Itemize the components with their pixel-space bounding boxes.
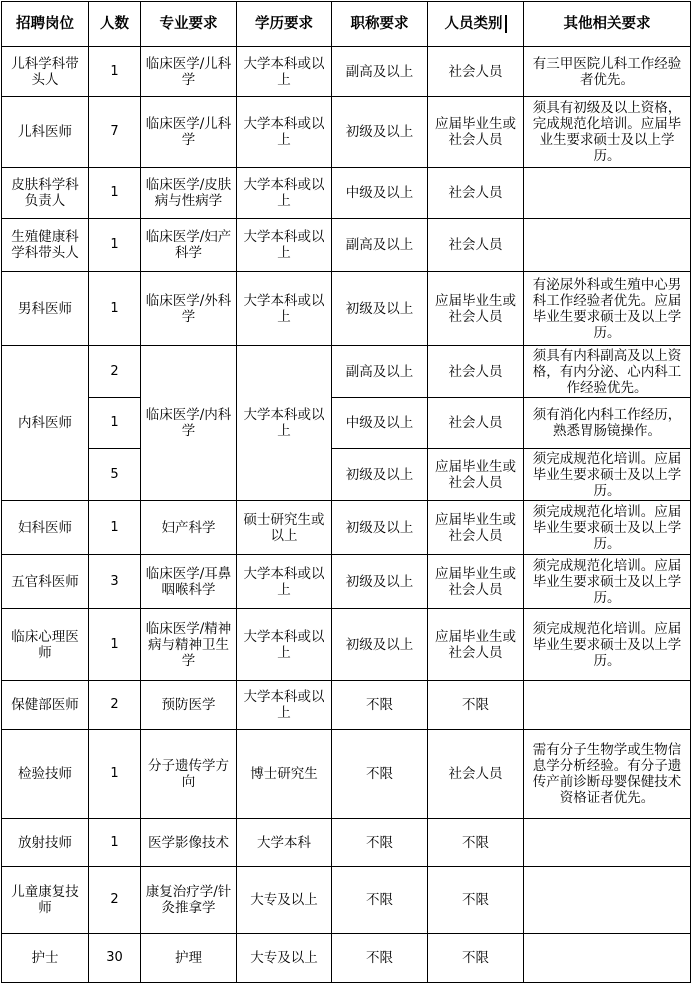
major-cell: 临床医学/儿科学 [141,47,237,97]
other-cell: 有三甲医院儿科工作经验者优先。 [524,47,691,97]
major-cell: 临床医学/精神病与精神卫生学 [141,609,237,681]
title-cell: 不限 [332,681,428,730]
education-cell: 大学本科或以上 [237,272,332,346]
major-cell: 临床医学/儿科学 [141,97,237,168]
major-cell: 护理 [141,934,237,983]
table-row [2,449,691,501]
other-cell [524,219,691,272]
table-row [2,346,691,398]
count-cell: 1 [89,730,141,819]
category-cell: 社会人员 [428,219,524,272]
position-cell: 内科医师 [2,346,89,501]
category-cell: 不限 [428,819,524,867]
category-cell: 社会人员 [428,168,524,219]
count-cell: 1 [89,272,141,346]
header-major: 专业要求 [141,2,237,47]
title-cell: 中级及以上 [332,398,428,449]
other-cell: 有泌尿外科或生殖中心男科工作经验者优先。应届毕业生要求硕士及以上学历。 [524,272,691,346]
other-cell [524,681,691,730]
table-row [2,219,691,272]
education-cell: 大学本科或以上 [237,555,332,609]
other-cell: 需有分子生物学或生物信息学分析经验。有分子遗传产前诊断母婴保健技术资格证者优先。 [524,730,691,819]
count-cell: 2 [89,681,141,730]
table-row [2,934,691,983]
major-cell: 预防医学 [141,681,237,730]
table-row [2,730,691,819]
category-cell: 社会人员 [428,346,524,398]
education-cell: 大学本科或以上 [237,47,332,97]
category-cell: 社会人员 [428,730,524,819]
title-cell: 中级及以上 [332,168,428,219]
category-cell: 应届毕业生或社会人员 [428,555,524,609]
category-cell: 不限 [428,681,524,730]
count-cell: 3 [89,555,141,609]
education-cell: 大学本科或以上 [237,97,332,168]
title-cell: 不限 [332,730,428,819]
title-cell: 初级及以上 [332,272,428,346]
count-cell: 1 [89,219,141,272]
education-cell: 大学本科或以上 [237,219,332,272]
major-cell: 康复治疗学/针灸推拿学 [141,867,237,934]
header-title: 职称要求 [332,2,428,47]
title-cell: 不限 [332,867,428,934]
position-cell: 保健部医师 [2,681,89,730]
header-category [428,2,524,47]
position-cell: 儿童康复技师 [2,867,89,934]
position-cell: 皮肤科学科负责人 [2,168,89,219]
count-cell: 1 [89,47,141,97]
other-cell [524,934,691,983]
title-cell: 初级及以上 [332,97,428,168]
count-cell: 1 [89,168,141,219]
table-row [2,555,691,609]
count-cell: 2 [89,867,141,934]
position-cell: 五官科医师 [2,555,89,609]
count-cell: 5 [89,449,141,501]
text-cursor-icon [505,15,507,33]
table-row [2,168,691,219]
category-cell: 不限 [428,934,524,983]
category-cell: 应届毕业生或社会人员 [428,97,524,168]
position-cell: 护士 [2,934,89,983]
major-cell: 医学影像技术 [141,819,237,867]
table-row [2,681,691,730]
other-cell: 须有消化内科工作经历，熟悉胃肠镜操作。 [524,398,691,449]
category-cell: 不限 [428,867,524,934]
position-cell: 妇科医师 [2,501,89,555]
header-education: 学历要求 [237,2,332,47]
count-cell: 1 [89,398,141,449]
major-cell: 妇产科学 [141,501,237,555]
major-cell: 临床医学/内科学 [141,346,237,501]
position-cell: 放射技师 [2,819,89,867]
header-row [2,2,691,47]
recruitment-table [1,1,691,983]
other-cell: 须具有内科副高及以上资格，有内分泌、心内科工作经验优先。 [524,346,691,398]
table-row [2,819,691,867]
position-cell: 儿科医师 [2,97,89,168]
education-cell: 博士研究生 [237,730,332,819]
education-cell: 大专及以上 [237,934,332,983]
count-cell: 30 [89,934,141,983]
count-cell: 7 [89,97,141,168]
other-cell: 须完成规范化培训。应届毕业生要求硕士及以上学历。 [524,609,691,681]
major-cell: 临床医学/皮肤病与性病学 [141,168,237,219]
position-cell: 临床心理医师 [2,609,89,681]
title-cell: 初级及以上 [332,501,428,555]
other-cell: 须完成规范化培训。应届毕业生要求硕士及以上学历。 [524,449,691,501]
title-cell: 初级及以上 [332,555,428,609]
header-position: 招聘岗位 [2,2,89,47]
title-cell: 副高及以上 [332,346,428,398]
education-cell: 硕士研究生或以上 [237,501,332,555]
category-cell: 应届毕业生或社会人员 [428,449,524,501]
header-count: 人数 [89,2,141,47]
count-cell: 1 [89,819,141,867]
table-row [2,867,691,934]
title-cell: 初级及以上 [332,609,428,681]
count-cell: 2 [89,346,141,398]
other-cell [524,867,691,934]
major-cell: 分子遗传学方向 [141,730,237,819]
education-cell: 大学本科或以上 [237,346,332,501]
position-cell: 检验技师 [2,730,89,819]
major-cell: 临床医学/外科学 [141,272,237,346]
category-cell: 应届毕业生或社会人员 [428,501,524,555]
education-cell: 大专及以上 [237,867,332,934]
other-cell: 须完成规范化培训。应届毕业生要求硕士及以上学历。 [524,555,691,609]
category-cell: 社会人员 [428,47,524,97]
title-cell: 初级及以上 [332,449,428,501]
category-cell: 社会人员 [428,398,524,449]
other-cell: 须具有初级及以上资格，完成规范化培训。应届毕业生要求硕士及以上学历。 [524,97,691,168]
table-row [2,272,691,346]
table-row [2,398,691,449]
category-cell: 应届毕业生或社会人员 [428,609,524,681]
education-cell: 大学本科 [237,819,332,867]
position-cell: 男科医师 [2,272,89,346]
header-other: 其他相关要求 [524,2,691,47]
table-row [2,97,691,168]
table-row [2,501,691,555]
table-row [2,609,691,681]
other-cell: 须完成规范化培训。应届毕业生要求硕士及以上学历。 [524,501,691,555]
count-cell: 1 [89,609,141,681]
major-cell: 临床医学/妇产科学 [141,219,237,272]
table-row [2,47,691,97]
title-cell: 副高及以上 [332,219,428,272]
education-cell: 大学本科或以上 [237,681,332,730]
position-cell: 儿科学科带头人 [2,47,89,97]
other-cell [524,168,691,219]
major-cell: 临床医学/耳鼻咽喉科学 [141,555,237,609]
position-cell: 生殖健康科学科带头人 [2,219,89,272]
title-cell: 不限 [332,934,428,983]
header-category-label: 人员类别 [444,15,503,32]
count-cell: 1 [89,501,141,555]
title-cell: 不限 [332,819,428,867]
education-cell: 大学本科或以上 [237,609,332,681]
education-cell: 大学本科或以上 [237,168,332,219]
other-cell [524,819,691,867]
category-cell: 应届毕业生或社会人员 [428,272,524,346]
title-cell: 副高及以上 [332,47,428,97]
